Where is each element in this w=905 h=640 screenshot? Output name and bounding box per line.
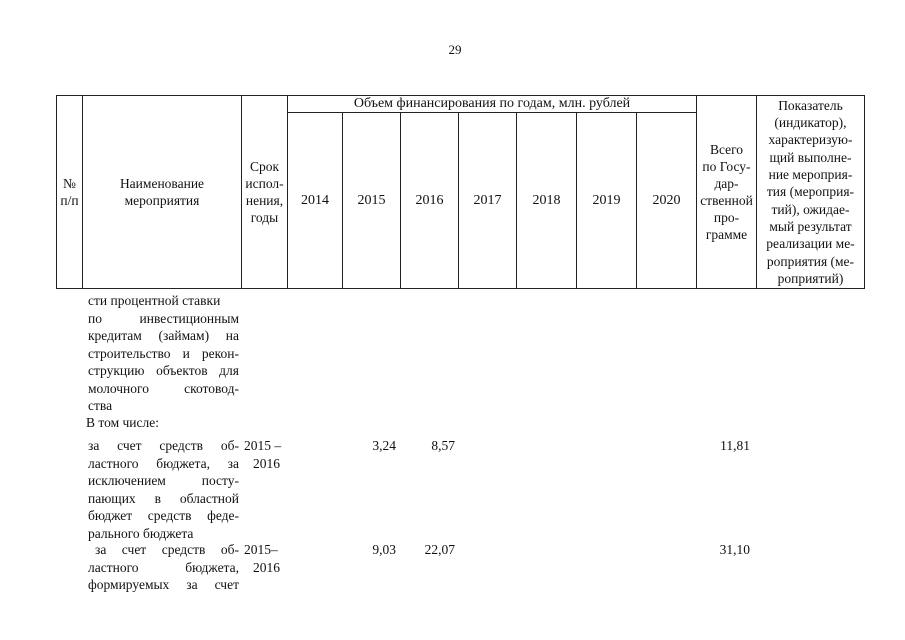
row1-value-2016: 8,57 [431, 438, 455, 453]
row2-value-2015: 9,03 [372, 542, 396, 557]
header-year-2020: 2020 [652, 193, 681, 208]
row1-name-line: исключением посту- [88, 473, 239, 488]
header-year-2014: 2014 [301, 193, 329, 208]
row1-term [244, 437, 288, 472]
header-term: Срок испол- нения, годы [245, 159, 284, 225]
col-border-12 [864, 95, 865, 289]
intro-line: струкцию объектов для [88, 363, 239, 378]
intro-line: ства [88, 398, 113, 413]
row2-term-line: 2016 [253, 559, 280, 575]
intro-line: сти процентной ставки [88, 293, 221, 308]
header-year-2018: 2018 [532, 193, 561, 208]
row1-name-line: ластного бюджета, за [88, 455, 239, 471]
header-indicator: Показатель (индикатор), характеризую- щий выполне- ние мероприя- тия (мероприя- тий), ожидае- мый результат реализации ме- роприятия (ме- роприятий) [766, 97, 855, 286]
in-total-label: В том числе: [86, 415, 159, 430]
header-funding: Объем финансирования по годам, млн. рублей [353, 96, 631, 111]
header-year-2017: 2017 [473, 193, 502, 208]
header-year-2019: 2019 [592, 193, 621, 208]
row1-total: 11,81 [720, 438, 750, 453]
row1-name-line: пающих в областной [88, 490, 239, 506]
header-num: № п/п [60, 176, 79, 208]
header-total: Всего по Госу- дар- ственной про- грамме [700, 142, 753, 242]
row2-name-line: за счет средств об- [95, 542, 239, 557]
row2-value-2016: 22,07 [424, 542, 455, 557]
row1-name-line: за счет средств об- [88, 438, 239, 453]
row1-name-line: рального бюджета [88, 525, 194, 541]
intro-line: строительство и рекон- [88, 345, 239, 361]
header-year-2016: 2016 [415, 193, 444, 208]
row2-name-line: ластного бюджета, [88, 559, 239, 575]
row1-name [88, 437, 239, 542]
row2-term [244, 541, 288, 576]
row2-name-line: формируемых за счет [88, 577, 239, 592]
page-number: 29 [448, 42, 462, 57]
header-year-2015: 2015 [357, 193, 386, 208]
header-name: Наименование мероприятия [119, 176, 205, 208]
header-bottom-border [56, 288, 865, 289]
row2-term-line: 2015– [244, 542, 278, 557]
row1-term-line: 2015 – [244, 438, 282, 453]
row1-name-line: бюджет средств феде- [88, 508, 239, 523]
row1-term-line: 2016 [253, 455, 280, 471]
intro-line: молочного скотовод- [88, 380, 239, 396]
row2-name [88, 541, 239, 594]
intro-text [88, 292, 239, 415]
intro-line: кредитам (займам) на [88, 328, 239, 343]
intro-line: по инвестиционным [88, 310, 239, 326]
row2-total: 31,10 [719, 542, 750, 557]
row1-value-2015: 3,24 [372, 438, 396, 453]
